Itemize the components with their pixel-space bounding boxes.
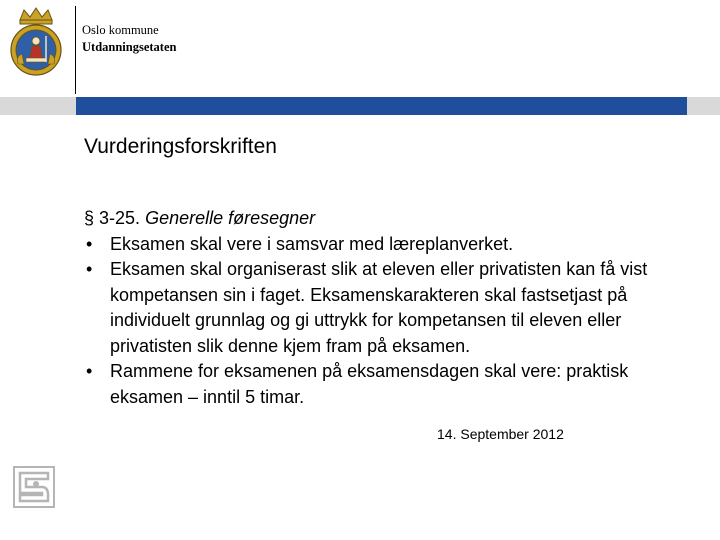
bullet-text: Rammene for eksamenen på eksamensdagen skal vere: praktisk eksamen – inntil 5 timar. bbox=[110, 361, 629, 407]
slide-content bbox=[84, 206, 694, 410]
oslo-emblem-icon bbox=[12, 465, 56, 509]
header-bar-grey-right bbox=[687, 97, 720, 115]
list-item bbox=[84, 257, 694, 359]
org-name: Oslo kommune bbox=[82, 23, 159, 37]
slide-date: 14. September 2012 bbox=[437, 426, 564, 442]
header-divider bbox=[75, 6, 76, 94]
bullet-marker: • bbox=[86, 233, 93, 254]
bullet-marker: • bbox=[86, 361, 93, 381]
section-title: Generelle føresegner bbox=[145, 208, 316, 228]
section-number: § 3-25. bbox=[84, 208, 141, 228]
bullet-text: Eksamen skal organiserast slik at eleven eller privatisten kan få vist kompetansen sin i faget. Eksamenskarakteren skal fastsetjast på individuelt grunnlag og gi uttrykk for kompetansen til eleven eller privatisten slik denne kjem fram på eksamen. bbox=[110, 259, 648, 356]
section-heading bbox=[84, 206, 694, 232]
bullet-list bbox=[84, 232, 694, 411]
org-department: Utdanningsetaten bbox=[82, 40, 177, 54]
list-item bbox=[84, 232, 694, 258]
slide-title: Vurderingsforskriften bbox=[84, 135, 277, 158]
header-bar-grey-left bbox=[0, 97, 76, 115]
header-bar-accent bbox=[76, 97, 687, 115]
oslo-coat-of-arms-icon bbox=[8, 6, 64, 76]
bullet-marker: • bbox=[86, 259, 93, 279]
bullet-text: Eksamen skal vere i samsvar med læreplanverket. bbox=[110, 233, 514, 254]
list-item bbox=[84, 359, 694, 410]
